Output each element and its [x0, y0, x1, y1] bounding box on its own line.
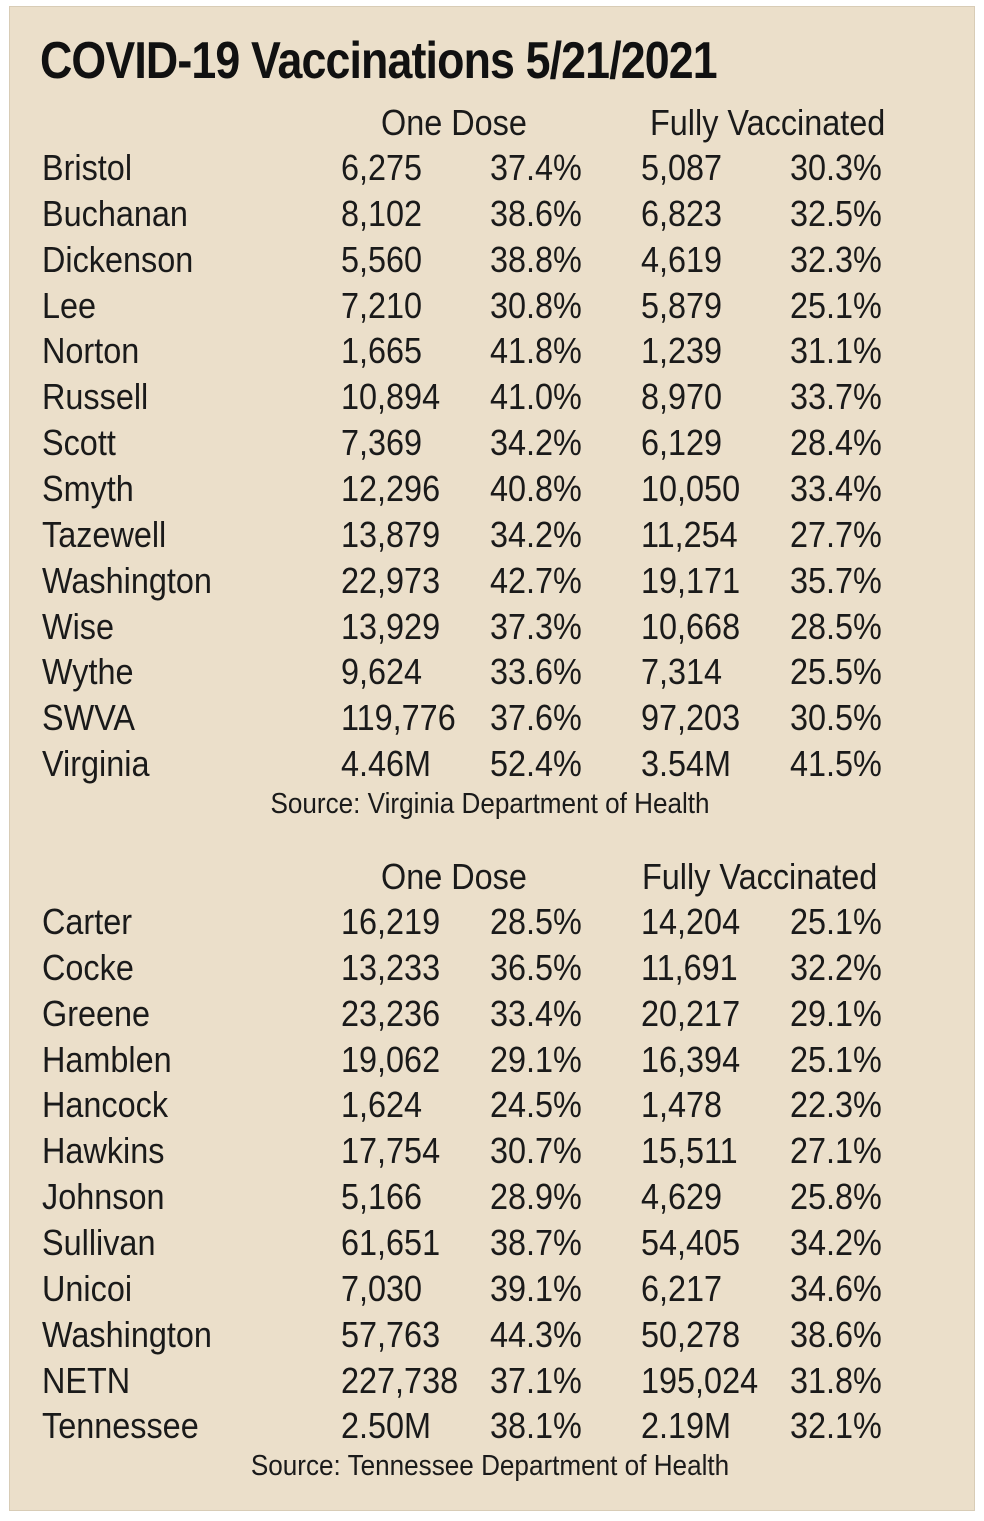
one-dose-count: 10,894 — [341, 376, 441, 418]
row-name: Greene — [42, 992, 151, 1034]
fully-vaccinated-count: 1,478 — [641, 1084, 723, 1126]
row-name: Smyth — [42, 467, 134, 509]
one-dose-percent: 28.5% — [490, 901, 582, 942]
fully-vaccinated-percent: 28.5% — [790, 605, 882, 647]
row-name: Washington — [42, 1313, 212, 1355]
fully-vaccinated-percent: 25.1% — [790, 1038, 882, 1080]
one-dose-count: 7,210 — [341, 284, 423, 326]
fully-vaccinated-percent: 41.5% — [790, 743, 882, 785]
source-note: Source: Virginia Department of Health — [270, 788, 710, 820]
one-dose-percent: 42.7% — [490, 559, 582, 601]
one-dose-percent: 37.4% — [490, 147, 582, 188]
fully-vaccinated-count: 5,879 — [641, 284, 723, 326]
fully-vaccinated-percent: 32.3% — [790, 238, 882, 280]
fully-vaccinated-count: 16,394 — [641, 1038, 741, 1080]
fully-vaccinated-percent: 28.4% — [790, 422, 882, 464]
one-dose-percent: 38.6% — [490, 192, 582, 234]
one-dose-percent: 37.6% — [490, 697, 582, 739]
row-name: Norton — [42, 330, 140, 372]
fully-vaccinated-percent: 32.2% — [790, 946, 882, 988]
fully-vaccinated-percent: 27.1% — [790, 1130, 882, 1172]
fully-vaccinated-percent: 35.7% — [790, 559, 882, 601]
fully-vaccinated-percent: 25.8% — [790, 1176, 882, 1218]
one-dose-percent: 29.1% — [490, 1038, 582, 1080]
row-name: Tazewell — [42, 513, 167, 555]
fully-vaccinated-count: 2.19M — [641, 1405, 732, 1447]
row-name: Russell — [42, 376, 149, 418]
one-dose-count: 8,102 — [341, 192, 423, 234]
one-dose-percent: 28.9% — [490, 1176, 582, 1218]
fully-vaccinated-count: 11,691 — [641, 946, 738, 988]
one-dose-percent: 34.2% — [490, 422, 582, 464]
one-dose-count: 5,560 — [341, 238, 423, 280]
one-dose-count: 57,763 — [341, 1313, 441, 1355]
fully-vaccinated-count: 5,087 — [641, 147, 723, 188]
row-name: SWVA — [42, 697, 136, 739]
fully-vaccinated-percent: 34.6% — [790, 1267, 882, 1309]
fully-vaccinated-count: 1,239 — [641, 330, 723, 372]
fully-vaccinated-percent: 32.1% — [790, 1405, 882, 1447]
fully-vaccinated-count: 6,823 — [641, 192, 723, 234]
fully-vaccinated-percent: 30.5% — [790, 697, 882, 739]
one-dose-percent: 38.8% — [490, 238, 582, 280]
one-dose-percent: 37.1% — [490, 1359, 582, 1401]
one-dose-count: 7,369 — [341, 422, 423, 464]
one-dose-percent: 40.8% — [490, 467, 582, 509]
fully-vaccinated-count: 195,024 — [641, 1359, 759, 1401]
row-name: Johnson — [42, 1176, 165, 1218]
column-header-one-dose: One Dose — [381, 102, 527, 143]
one-dose-percent: 30.7% — [490, 1130, 582, 1172]
one-dose-count: 9,624 — [341, 651, 423, 693]
fully-vaccinated-count: 3.54M — [641, 743, 732, 785]
row-name: Hancock — [42, 1084, 169, 1126]
row-name: Washington — [42, 559, 212, 601]
one-dose-count: 13,233 — [341, 946, 441, 988]
row-name: Dickenson — [42, 238, 194, 280]
one-dose-percent: 34.2% — [490, 513, 582, 555]
one-dose-count: 16,219 — [341, 901, 441, 942]
one-dose-percent: 37.3% — [490, 605, 582, 647]
one-dose-count: 22,973 — [341, 559, 441, 601]
one-dose-count: 5,166 — [341, 1176, 423, 1218]
fully-vaccinated-percent: 33.7% — [790, 376, 882, 418]
row-name: Sullivan — [42, 1221, 156, 1263]
one-dose-percent: 38.7% — [490, 1221, 582, 1263]
fully-vaccinated-count: 11,254 — [641, 513, 738, 555]
fully-vaccinated-count: 54,405 — [641, 1221, 741, 1263]
one-dose-count: 23,236 — [341, 992, 441, 1034]
one-dose-percent: 52.4% — [490, 743, 582, 785]
fully-vaccinated-count: 14,204 — [641, 901, 741, 942]
fully-vaccinated-percent: 34.2% — [790, 1221, 882, 1263]
fully-vaccinated-count: 7,314 — [641, 651, 723, 693]
fully-vaccinated-count: 10,668 — [641, 605, 741, 647]
one-dose-count: 1,624 — [341, 1084, 423, 1126]
row-name: Hamblen — [42, 1038, 172, 1080]
column-header-fully-vaccinated: Fully Vaccinated — [642, 856, 878, 897]
fully-vaccinated-count: 19,171 — [641, 559, 741, 601]
one-dose-percent: 38.1% — [490, 1405, 582, 1447]
fully-vaccinated-count: 4,629 — [641, 1176, 723, 1218]
one-dose-count: 6,275 — [341, 147, 423, 188]
fully-vaccinated-count: 97,203 — [641, 697, 741, 739]
row-name: Virginia — [42, 743, 150, 785]
fully-vaccinated-count: 10,050 — [641, 467, 741, 509]
fully-vaccinated-count: 15,511 — [641, 1130, 738, 1172]
row-name: Lee — [42, 284, 97, 326]
one-dose-count: 12,296 — [341, 467, 441, 509]
one-dose-count: 119,776 — [341, 697, 456, 739]
fully-vaccinated-percent: 29.1% — [790, 992, 882, 1034]
fully-vaccinated-percent: 38.6% — [790, 1313, 882, 1355]
one-dose-count: 1,665 — [341, 330, 423, 372]
one-dose-percent: 44.3% — [490, 1313, 582, 1355]
fully-vaccinated-count: 6,129 — [641, 422, 723, 464]
fully-vaccinated-count: 50,278 — [641, 1313, 741, 1355]
one-dose-percent: 33.4% — [490, 992, 582, 1034]
one-dose-percent: 41.0% — [490, 376, 582, 418]
row-name: Tennessee — [42, 1405, 199, 1447]
fully-vaccinated-count: 4,619 — [641, 238, 723, 280]
fully-vaccinated-count: 20,217 — [641, 992, 741, 1034]
page-title: COVID-19 Vaccinations 5/21/2021 — [40, 32, 717, 90]
row-name: Buchanan — [42, 192, 188, 234]
fully-vaccinated-percent: 25.1% — [790, 284, 882, 326]
row-name: Carter — [42, 901, 133, 942]
fully-vaccinated-percent: 27.7% — [790, 513, 882, 555]
fully-vaccinated-percent: 33.4% — [790, 467, 882, 509]
one-dose-percent: 41.8% — [490, 330, 582, 372]
fully-vaccinated-count: 8,970 — [641, 376, 723, 418]
one-dose-percent: 36.5% — [490, 946, 582, 988]
fully-vaccinated-percent: 25.1% — [790, 901, 882, 942]
row-name: Hawkins — [42, 1130, 165, 1172]
one-dose-count: 19,062 — [341, 1038, 441, 1080]
row-name: Wise — [42, 605, 114, 647]
row-name: Scott — [42, 422, 116, 464]
one-dose-count: 17,754 — [341, 1130, 441, 1172]
column-header-one-dose: One Dose — [381, 856, 527, 897]
row-name: Wythe — [42, 651, 134, 693]
fully-vaccinated-percent: 31.1% — [790, 330, 882, 372]
one-dose-count: 13,879 — [341, 513, 441, 555]
one-dose-count: 61,651 — [341, 1221, 441, 1263]
fully-vaccinated-percent: 31.8% — [790, 1359, 882, 1401]
one-dose-percent: 39.1% — [490, 1267, 582, 1309]
fully-vaccinated-percent: 25.5% — [790, 651, 882, 693]
source-note: Source: Tennessee Department of Health — [250, 1450, 730, 1482]
one-dose-count: 4.46M — [341, 743, 432, 785]
one-dose-count: 7,030 — [341, 1267, 423, 1309]
fully-vaccinated-count: 6,217 — [641, 1267, 723, 1309]
row-name: Bristol — [42, 147, 133, 188]
one-dose-count: 13,929 — [341, 605, 441, 647]
one-dose-percent: 30.8% — [490, 284, 582, 326]
one-dose-percent: 33.6% — [490, 651, 582, 693]
one-dose-count: 227,738 — [341, 1359, 459, 1401]
one-dose-count: 2.50M — [341, 1405, 432, 1447]
fully-vaccinated-percent: 30.3% — [790, 147, 882, 188]
row-name: Cocke — [42, 946, 134, 988]
fully-vaccinated-percent: 22.3% — [790, 1084, 882, 1126]
one-dose-percent: 24.5% — [490, 1084, 582, 1126]
row-name: Unicoi — [42, 1267, 133, 1309]
fully-vaccinated-percent: 32.5% — [790, 192, 882, 234]
row-name: NETN — [42, 1359, 131, 1401]
column-header-fully-vaccinated: Fully Vaccinated — [650, 102, 886, 143]
